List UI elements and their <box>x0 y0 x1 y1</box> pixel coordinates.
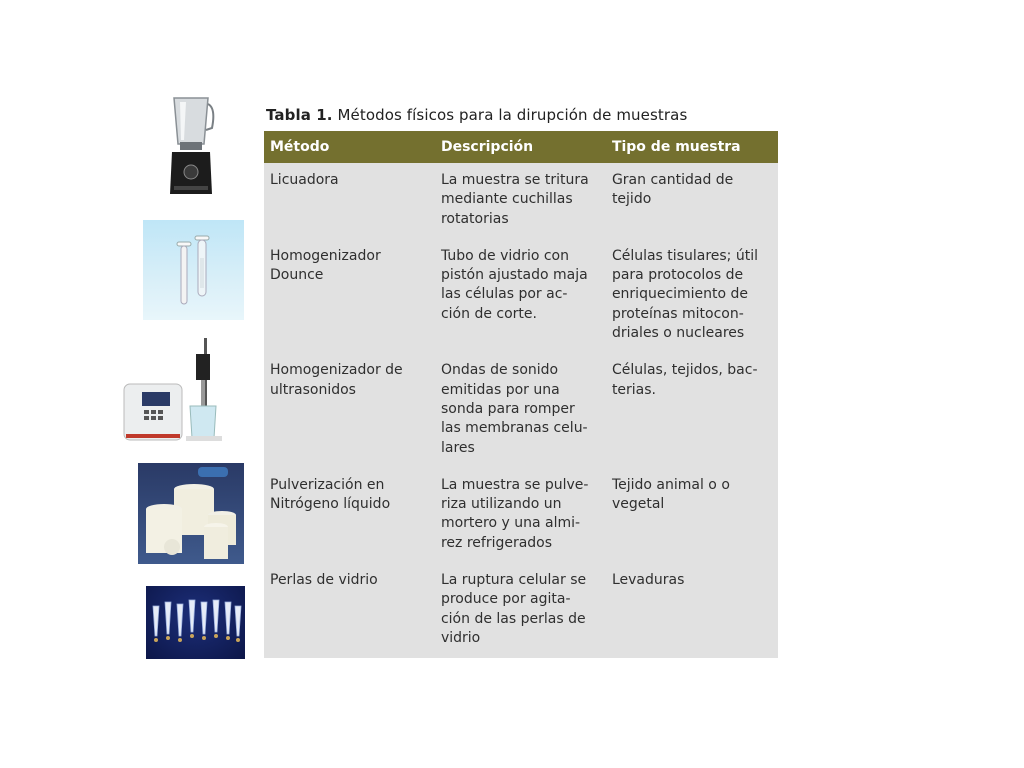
caption-text: Métodos físicos para la dirupción de muestras <box>332 106 688 124</box>
method-cell: Perlas de vidrio <box>270 572 378 589</box>
caption-label: Tabla 1. <box>266 106 333 124</box>
table-caption <box>266 106 687 124</box>
method-cell: Homogenizador de ultrasonidos <box>270 362 403 398</box>
header-sample-type: Tipo de muestra <box>606 131 778 163</box>
description-cell: La ruptura celular se produce por agita- ción de las perlas de vidrio <box>440 572 587 646</box>
sample-type-cell: Tejido animal o o vegetal <box>611 476 730 513</box>
header-method: Método <box>264 131 435 163</box>
table-row <box>264 163 778 239</box>
liquid-nitrogen-containers-image <box>138 463 244 564</box>
table-row <box>264 353 778 467</box>
description-cell: Ondas de sonido emitidas por una sonda para romper las membranas celu- lares <box>440 362 588 456</box>
table-row <box>264 563 778 658</box>
glass-bead-tubes-image <box>146 586 245 659</box>
sample-type-cell: Levaduras <box>611 572 685 589</box>
table-row <box>264 468 778 563</box>
sample-type-cell: Gran cantidad de tejido <box>611 172 734 208</box>
method-cell: Licuadora <box>270 172 339 188</box>
header-description: Descripción <box>435 131 606 163</box>
sample-type-cell: Células, tejidos, bac- terias. <box>611 362 758 398</box>
description-cell: La muestra se pulve- riza utilizando un mortero y una almi- rez refrigerados <box>440 476 589 551</box>
ultrasonic-homogenizer-image <box>120 336 224 444</box>
method-cell: Pulverización en Nitrógeno líquido <box>270 476 391 513</box>
description-cell: La muestra se tritura mediante cuchillas rotatorias <box>440 172 589 227</box>
sample-type-cell: Células tisulares; útil para protocolos de enriquecimiento de proteínas mitocon- driales o nucleares <box>611 247 758 342</box>
table-row <box>264 239 778 353</box>
blender-image <box>166 94 216 198</box>
methods-table <box>264 131 778 658</box>
header-row <box>264 131 778 163</box>
description-cell: Tubo de vidrio con pistón ajustado maja las células por ac- ción de corte. <box>440 247 588 322</box>
dounce-homogenizer-image <box>143 220 244 320</box>
method-cell: Homogenizador Dounce <box>270 247 381 284</box>
